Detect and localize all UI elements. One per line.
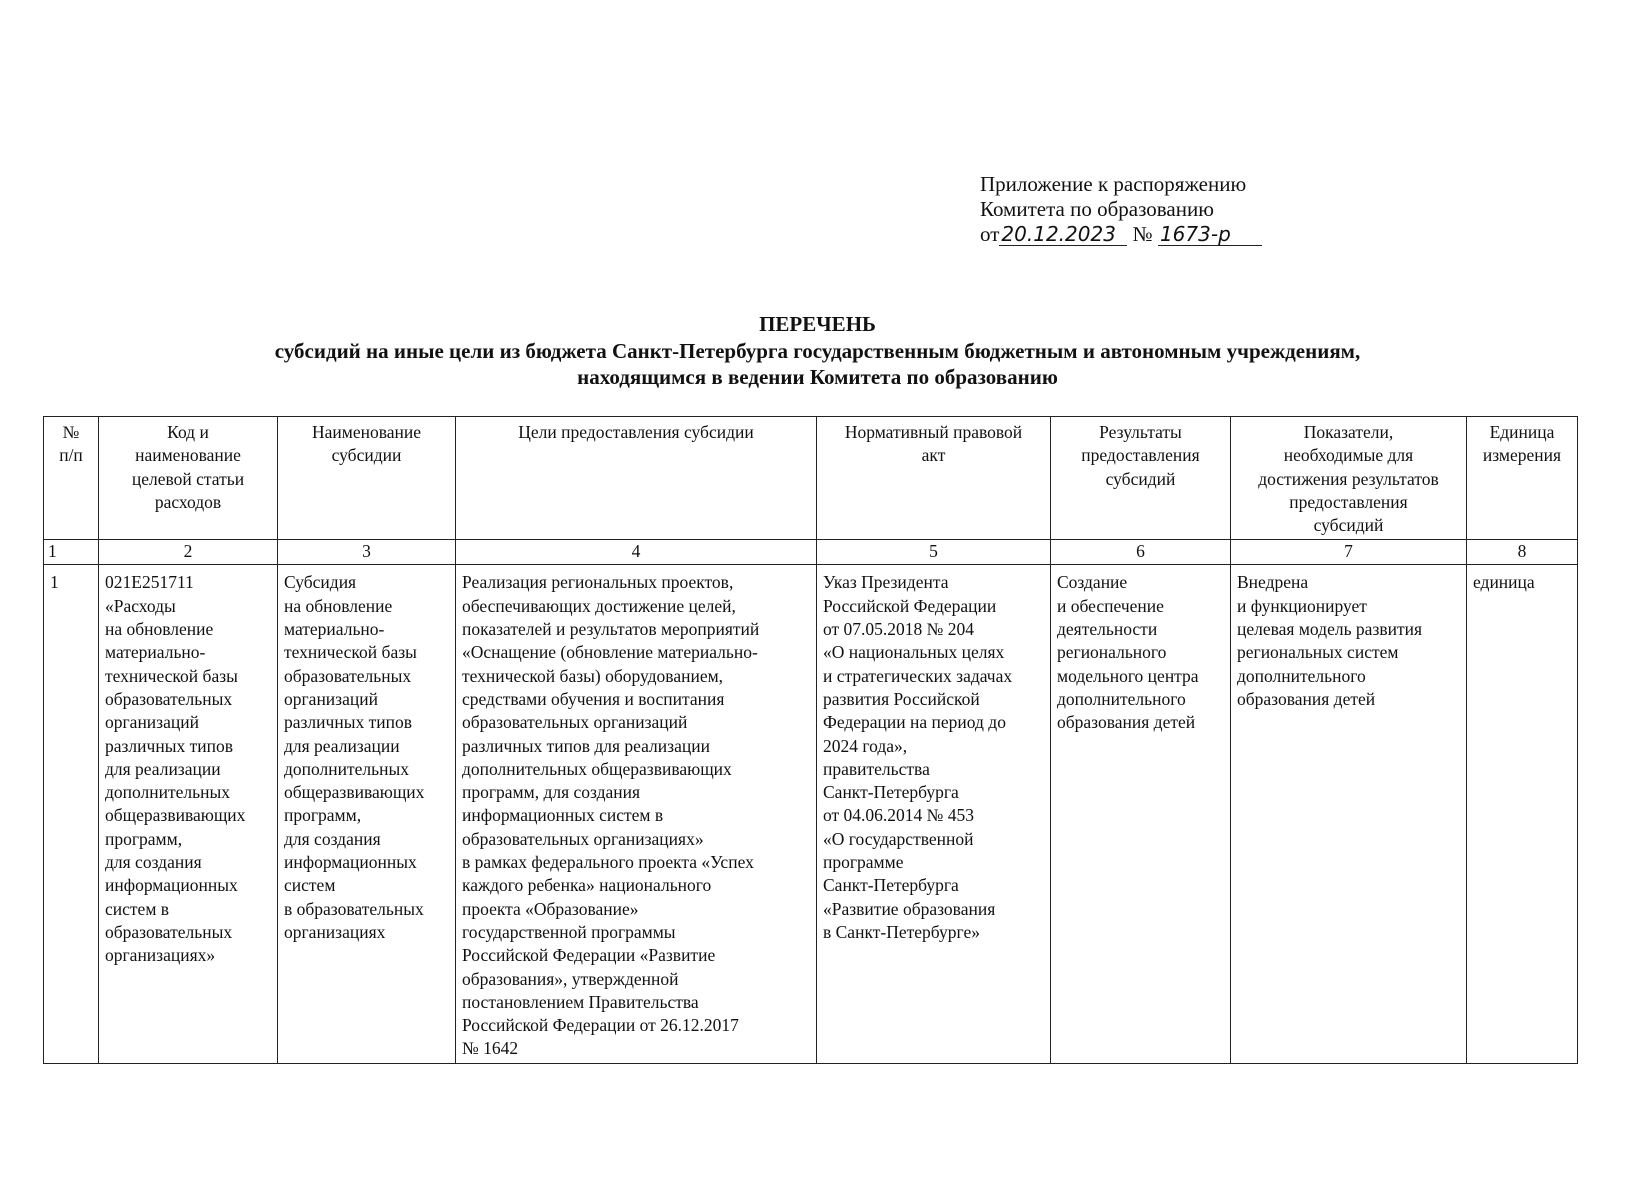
- cell-line: «О национальных целях: [823, 642, 1005, 663]
- cell-line: целевой статьи: [131, 468, 245, 489]
- cell-line: и обеспечение: [1057, 595, 1164, 616]
- cell-line: образовательных: [105, 688, 233, 709]
- cell-line: показателей и результатов мероприятий: [462, 619, 760, 640]
- cell-line: образовательных организациях»: [462, 828, 704, 849]
- cell-line: информационных: [284, 852, 417, 873]
- cell-line: информационных: [105, 875, 238, 896]
- cell-line: Российской Федерации «Развитие: [462, 945, 716, 966]
- column-header: [278, 417, 456, 540]
- column-number-cell: 5: [817, 540, 1051, 565]
- cell-line: различных типов для реализации: [462, 735, 710, 756]
- cell-line: образования», утвержденной: [462, 968, 679, 989]
- cell-line: каждого ребенка» национального: [462, 875, 712, 896]
- table-header-row: [44, 417, 1578, 540]
- cell-line: программ,: [105, 828, 183, 849]
- column-header: [1467, 417, 1578, 540]
- cell-line: достижения результатов: [1258, 468, 1439, 489]
- cell-line: «Развитие образования: [823, 898, 996, 919]
- cell-line: от 07.05.2018 № 204: [823, 619, 974, 640]
- table-cell: [44, 565, 99, 1063]
- cell-line: дополнительных: [105, 782, 231, 803]
- table-body: [44, 565, 1578, 1063]
- cell-line: Внедрена: [1237, 572, 1309, 593]
- cell-line: материально-: [284, 619, 385, 640]
- cell-line: Санкт-Петербурга: [823, 782, 959, 803]
- document-subtitle-line-2: находящимся в ведении Комитета по образованию: [577, 365, 1058, 389]
- cell-line: развития Российской: [823, 688, 980, 709]
- handwritten-number: 1673-р: [1158, 223, 1262, 246]
- cell-line: предоставления: [1289, 491, 1408, 512]
- table-cell: [456, 565, 817, 1063]
- cell-line: общеразвивающих: [284, 782, 425, 803]
- cell-line: дополнительных общеразвивающих: [462, 758, 732, 779]
- cell-line: Цели предоставления субсидии: [518, 422, 754, 442]
- cell-line: для реализации: [105, 758, 221, 779]
- cell-line: технической базы: [284, 642, 417, 663]
- cell-line: Российской Федерации: [823, 595, 997, 616]
- cell-line: «Оснащение (обновление материально-: [462, 642, 758, 663]
- cell-line: региональных систем: [1237, 642, 1399, 663]
- cell-line: 1: [50, 572, 59, 593]
- cell-line: обеспечивающих достижение целей,: [462, 595, 736, 616]
- column-header: [1051, 417, 1231, 540]
- cell-line: Нормативный правовой: [844, 422, 1023, 442]
- cell-line: дополнительных: [284, 758, 410, 779]
- cell-line: №: [62, 422, 80, 442]
- cell-line: Реализация региональных проектов,: [462, 572, 734, 593]
- cell-line: акт: [921, 445, 946, 466]
- cell-line: образования детей: [1237, 688, 1376, 709]
- cell-line: дополнительного: [1057, 688, 1186, 709]
- cell-line: целевая модель развития: [1237, 619, 1423, 640]
- cell-line: регионального: [1057, 642, 1167, 663]
- cell-line: «О государственной: [823, 828, 974, 849]
- appendix-line-1: Приложение к распоряжению: [980, 172, 1247, 196]
- cell-line: субсидий: [1105, 468, 1176, 489]
- cell-line: № 1642: [462, 1038, 519, 1059]
- cell-line: различных типов: [105, 735, 233, 756]
- cell-line: 021E251711: [105, 572, 194, 593]
- column-header: [44, 417, 99, 540]
- column-number-cell: 2: [99, 540, 278, 565]
- table-cell: [99, 565, 278, 1063]
- table-row: [44, 565, 1578, 1063]
- cell-line: Показатели,: [1303, 422, 1394, 442]
- cell-line: Результаты: [1099, 422, 1182, 442]
- cell-line: образовательных организаций: [462, 712, 688, 733]
- cell-line: Создание: [1057, 572, 1128, 593]
- cell-line: систем: [284, 875, 336, 896]
- cell-line: и стратегических задачах: [823, 665, 1013, 686]
- cell-line: на обновление: [284, 595, 393, 616]
- table-cell: [1231, 565, 1467, 1063]
- cell-line: технической базы: [105, 665, 238, 686]
- cell-line: Единица: [1489, 422, 1555, 442]
- table-cell: [1051, 565, 1231, 1063]
- cell-line: общеразвивающих: [105, 805, 246, 826]
- cell-line: дополнительного: [1237, 665, 1366, 686]
- cell-line: средствами обучения и воспитания: [462, 688, 725, 709]
- cell-line: в рамках федерального проекта «Успех: [462, 852, 754, 873]
- cell-line: организаций: [284, 688, 378, 709]
- cell-line: единица: [1473, 572, 1535, 593]
- cell-line: систем в: [105, 898, 170, 919]
- cell-line: деятельности: [1057, 619, 1158, 640]
- cell-line: расходов: [154, 491, 222, 512]
- cell-line: технической базы) оборудованием,: [462, 665, 724, 686]
- cell-line: Санкт-Петербурга: [823, 875, 959, 896]
- cell-line: организациях»: [105, 945, 216, 966]
- cell-line: от 04.06.2014 № 453: [823, 805, 974, 826]
- cell-line: «Расходы: [105, 595, 176, 616]
- cell-line: Наименование: [311, 422, 422, 442]
- column-header: [456, 417, 817, 540]
- cell-line: субсидии: [331, 445, 402, 466]
- cell-line: проекта «Образование»: [462, 898, 639, 919]
- number-label: №: [1132, 222, 1153, 246]
- cell-line: правительства: [823, 758, 930, 779]
- cell-line: на обновление: [105, 619, 214, 640]
- cell-line: для создания: [284, 828, 381, 849]
- cell-line: программ,: [284, 805, 362, 826]
- cell-line: измерения: [1482, 445, 1562, 466]
- cell-line: программе: [823, 852, 904, 873]
- cell-line: информационных систем в: [462, 805, 664, 826]
- cell-line: предоставления: [1081, 445, 1200, 466]
- handwritten-date: 20.12.2023: [999, 223, 1127, 246]
- cell-line: 2024 года»,: [823, 735, 908, 756]
- cell-line: и функционирует: [1237, 595, 1367, 616]
- column-header: [99, 417, 278, 540]
- cell-line: постановлением Правительства: [462, 991, 699, 1012]
- cell-line: государственной программы: [462, 921, 676, 942]
- appendix-line-2: Комитета по образованию: [980, 197, 1214, 221]
- column-number-cell: 1: [44, 540, 99, 565]
- cell-line: образования детей: [1057, 712, 1196, 733]
- column-number-cell: 3: [278, 540, 456, 565]
- from-label: от: [980, 222, 1000, 246]
- cell-line: Федерации на период до: [823, 712, 1006, 733]
- cell-line: образовательных: [105, 921, 233, 942]
- appendix-line-3: [980, 222, 1262, 247]
- table-cell: [1467, 565, 1578, 1063]
- cell-line: организаций: [105, 712, 199, 733]
- cell-line: материально-: [105, 642, 206, 663]
- column-number-cell: 4: [456, 540, 817, 565]
- table-cell: [817, 565, 1051, 1063]
- cell-line: для реализации: [284, 735, 400, 756]
- cell-line: субсидий: [1313, 515, 1384, 536]
- column-number-row: [44, 540, 1578, 565]
- column-header: [817, 417, 1051, 540]
- cell-line: для создания: [105, 852, 202, 873]
- column-number-cell: 6: [1051, 540, 1231, 565]
- cell-line: Российской Федерации от 26.12.2017: [462, 1015, 739, 1036]
- document-title: ПЕРЕЧЕНЬ: [759, 312, 876, 336]
- appendix-block: [980, 172, 1262, 247]
- cell-line: п/п: [59, 445, 83, 466]
- cell-line: необходимые для: [1283, 445, 1414, 466]
- cell-line: наименование: [135, 445, 241, 466]
- cell-line: Указ Президента: [823, 572, 949, 593]
- cell-line: образовательных: [284, 665, 412, 686]
- cell-line: программ, для создания: [462, 782, 641, 803]
- document-subtitle-line-1: субсидий на иные цели из бюджета Санкт-Петербурга государственным бюджетным и автономным учреждениям,: [274, 339, 1361, 363]
- column-number-cell: 8: [1467, 540, 1578, 565]
- cell-line: Субсидия: [284, 572, 357, 593]
- cell-line: организациях: [284, 921, 386, 942]
- cell-line: в образовательных: [284, 898, 424, 919]
- subsidies-table: [43, 416, 1578, 1064]
- cell-line: различных типов: [284, 712, 412, 733]
- column-header: [1231, 417, 1467, 540]
- table-cell: [278, 565, 456, 1063]
- column-number-cell: 7: [1231, 540, 1467, 565]
- cell-line: в Санкт-Петербурге»: [823, 921, 980, 942]
- cell-line: Код и: [167, 422, 209, 442]
- cell-line: модельного центра: [1057, 665, 1199, 686]
